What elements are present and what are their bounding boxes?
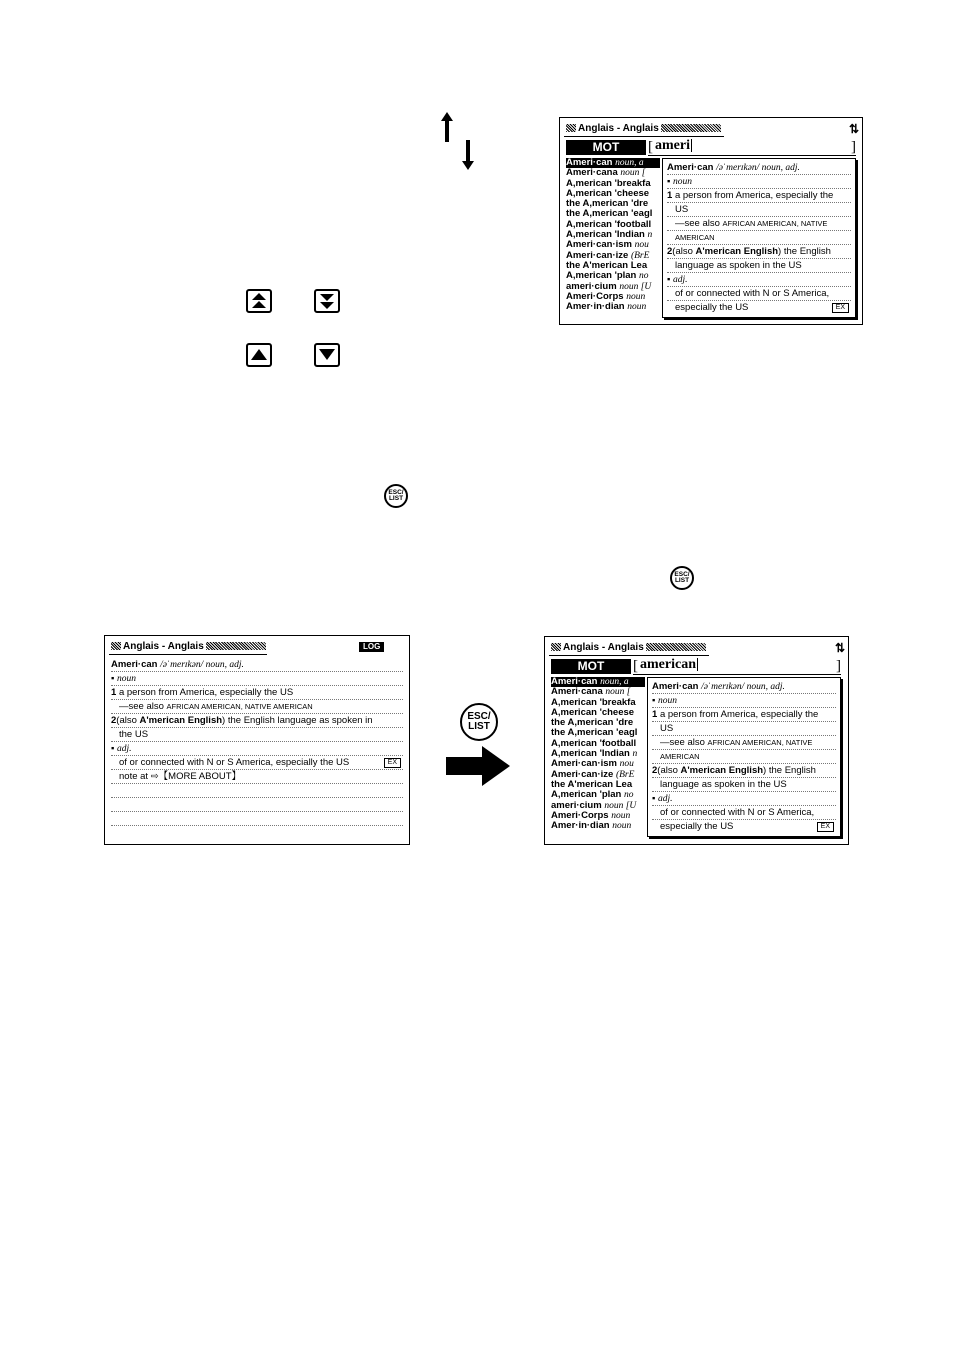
word-list-item[interactable]: Ameri·can noun, a: [551, 677, 645, 687]
word-list-item[interactable]: A,merican 'plan no: [551, 790, 634, 801]
word-list[interactable]: [566, 158, 660, 316]
page-down-key-icon: [314, 289, 340, 313]
hatch-icon: [661, 124, 721, 132]
example-badge: EX: [384, 758, 401, 768]
big-right-arrow-icon: [446, 746, 512, 786]
dictionary-screen-top: [559, 117, 863, 325]
word-list-item[interactable]: A,merican 'football: [551, 738, 637, 749]
word-list-item[interactable]: A,merican 'breakfa: [551, 697, 636, 708]
divider: [564, 136, 724, 137]
down-arrow-icon: [461, 140, 475, 170]
word-list-item[interactable]: the A,merican 'eagl: [551, 728, 638, 739]
divider: [549, 655, 709, 656]
word-list-item[interactable]: A,merican 'cheese: [551, 707, 635, 718]
text-caret: [691, 139, 692, 152]
hatch-icon: [566, 124, 576, 132]
word-list-item[interactable]: the A,merican 'dre: [566, 199, 649, 210]
search-input[interactable]: [ american ]: [633, 657, 841, 674]
word-list-item[interactable]: Ameri·can·ize (BrE: [566, 250, 650, 261]
mot-label: MOT: [566, 140, 646, 155]
word-list-item[interactable]: Ameri·cana noun [: [551, 687, 631, 698]
word-list[interactable]: [551, 677, 645, 835]
screen-title: Anglais - Anglais: [566, 122, 721, 134]
hatch-icon: [111, 642, 121, 650]
page-up-key-icon: [246, 289, 272, 313]
divider: [109, 654, 267, 655]
word-list-item[interactable]: the A,merican 'eagl: [566, 209, 653, 220]
word-list-item[interactable]: the A'merican Lea: [566, 260, 648, 271]
hatch-icon: [646, 643, 706, 651]
example-badge: EX: [817, 822, 834, 832]
text-caret: [697, 658, 698, 671]
esc-list-key-icon: ESC/ LIST: [670, 566, 694, 590]
word-list-item[interactable]: Amer·in·dian noun: [566, 302, 647, 313]
word-list-item[interactable]: the A,merican 'dre: [551, 718, 634, 729]
word-list-item[interactable]: A,merican 'plan no: [566, 271, 649, 282]
word-list-item[interactable]: Ameri·can·ism nou: [566, 240, 649, 251]
word-list-item[interactable]: Ameri·Corps noun: [566, 291, 646, 302]
log-badge: LOG: [359, 642, 384, 652]
hatch-icon: [206, 642, 266, 650]
search-input[interactable]: [ ameri ]: [648, 138, 856, 155]
definition-preview: Ameri·can /əˈmerɪkən/ noun, adj. ▪ noun 1 a person from America, especially the US —see also AFRICAN AMERICAN, NATIVE AMERICAN 2(also A'merican English) the English language as spoken in the US ▪ adj. of or connected with N or S America, especially the US EX: [662, 158, 856, 318]
word-list-item[interactable]: ameri·cium noun [U: [551, 800, 637, 811]
esc-list-key-icon: ESC/ LIST: [460, 703, 498, 741]
up-arrow-icon: [440, 112, 454, 142]
dictionary-screen-bottom: [544, 636, 849, 845]
screen-title: Anglais - Anglais: [551, 641, 706, 653]
up-key-icon: [246, 343, 272, 367]
word-list-item[interactable]: the A'merican Lea: [551, 779, 633, 790]
mot-label: MOT: [551, 659, 631, 674]
empty-line: [111, 798, 403, 812]
word-list-item[interactable]: A,merican 'breakfa: [566, 178, 651, 189]
word-list-item[interactable]: A,merican 'Indian n: [566, 230, 653, 241]
down-key-icon: [314, 343, 340, 367]
up-down-arrows-icon: ⇅: [834, 641, 842, 655]
word-list-item[interactable]: Amer·in·dian noun: [551, 821, 632, 832]
word-list-item[interactable]: Ameri·can·ism nou: [551, 759, 634, 770]
definition-preview: Ameri·can /əˈmerɪkən/ noun, adj. ▪ noun 1 a person from America, especially the US —see also AFRICAN AMERICAN, NATIVE AMERICAN 2(also A'merican English) the English language as spoken in the US ▪ adj. of or connected with N or S America, especially the US EX: [647, 677, 841, 837]
word-list-item[interactable]: Ameri·can·ize (BrE: [551, 769, 635, 780]
word-list-item[interactable]: ameri·cium noun [U: [566, 281, 652, 292]
word-list-item[interactable]: Ameri·can noun, a: [566, 158, 660, 168]
example-badge: EX: [832, 303, 849, 313]
word-list-item[interactable]: A,merican 'football: [566, 219, 652, 230]
esc-list-key-icon: ESC/ LIST: [384, 484, 408, 508]
word-list-item[interactable]: A,merican 'Indian n: [551, 749, 638, 760]
word-list-item[interactable]: A,merican 'cheese: [566, 188, 650, 199]
empty-line: [111, 784, 403, 798]
dictionary-screen-full-definition: Anglais - Anglais LOG Ameri·can /əˈmerɪkən/ noun, adj. ▪ noun 1 a person from America, especially the US —see also AFRICAN AMERICAN, NATIVE AMERICAN 2(also A'merican English) the English language as spoken in the US ▪ adj. of or connected with N or S America, especially the US EX note at ⇨【MORE ABOUT】: [104, 635, 410, 845]
up-down-arrows-icon: ⇅: [848, 122, 856, 136]
word-list-item[interactable]: Ameri·cana noun [: [566, 168, 646, 179]
hatch-icon: [551, 643, 561, 651]
empty-line: [111, 812, 403, 826]
screen-title: Anglais - Anglais: [111, 640, 266, 652]
word-list-item[interactable]: Ameri·Corps noun: [551, 810, 631, 821]
